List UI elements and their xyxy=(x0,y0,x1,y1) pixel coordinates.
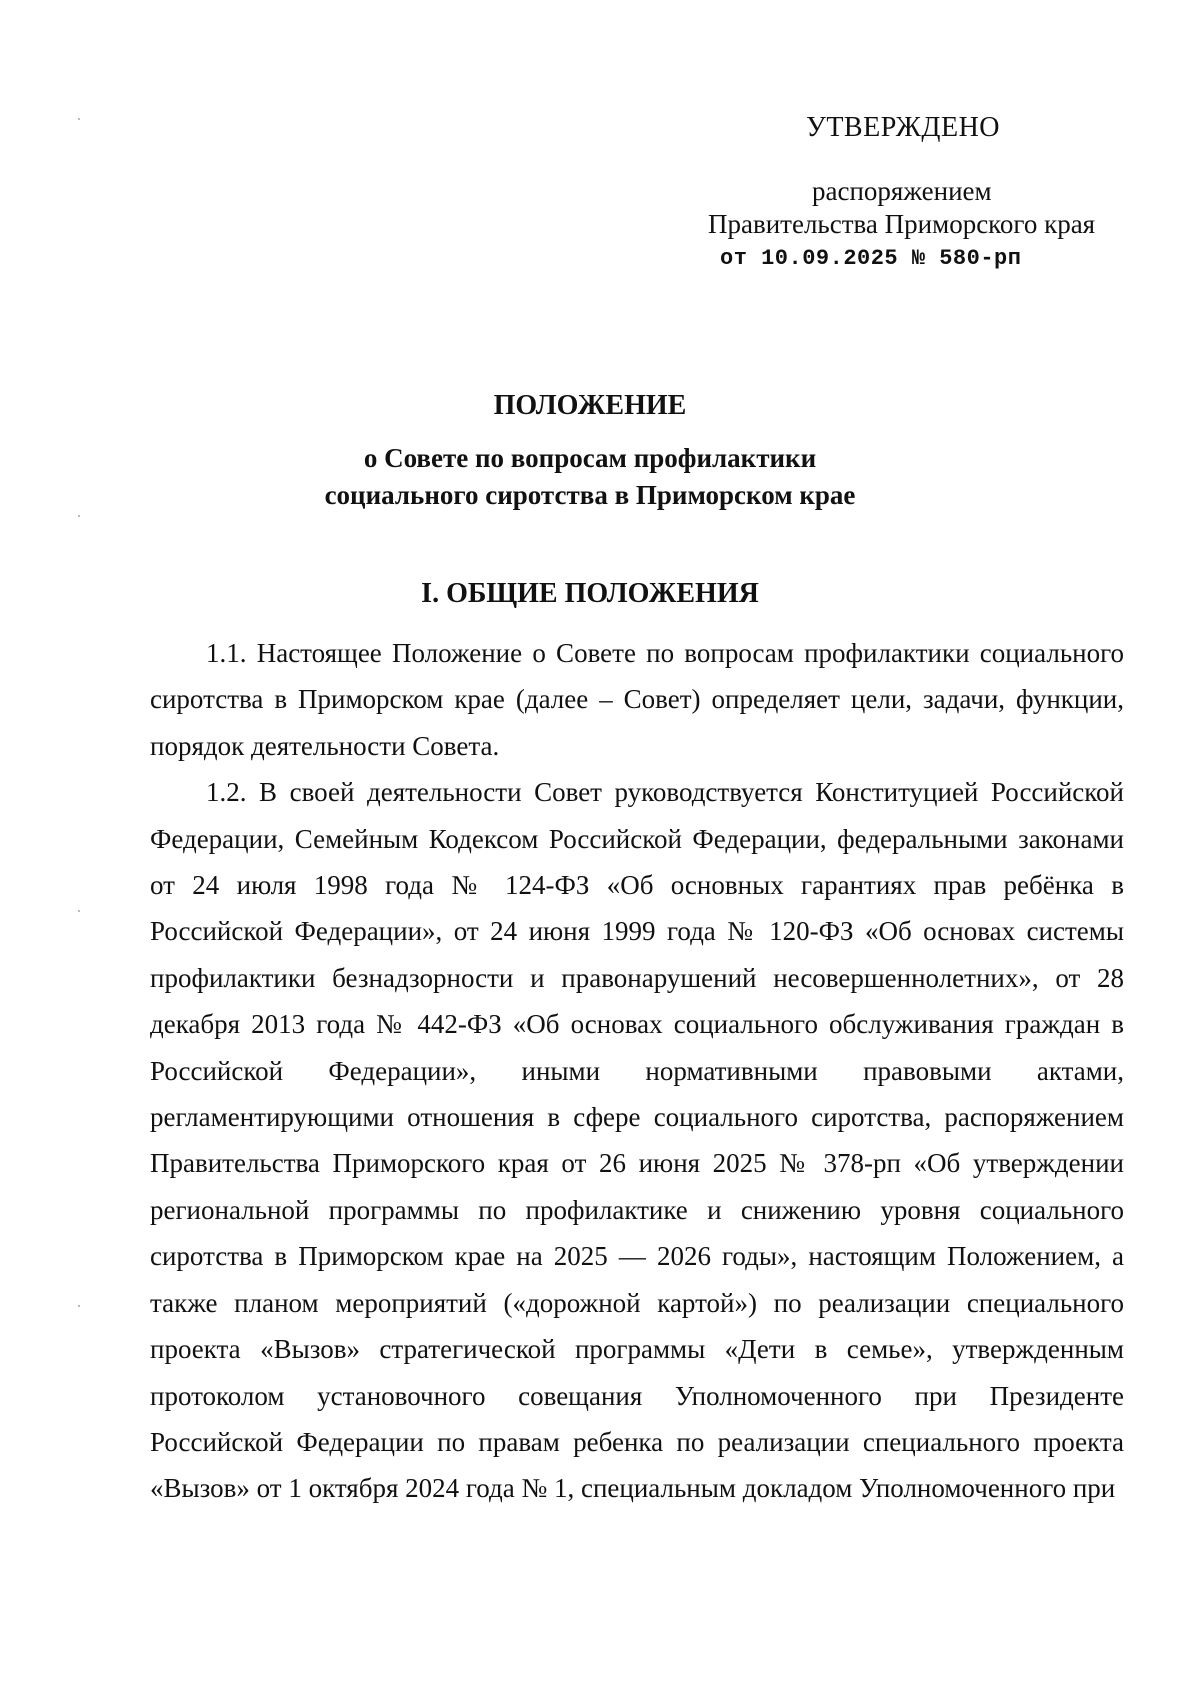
paragraph-1-1: 1.1. Настоящее Положение о Совете по вопросам профилактики социального сиротства в Приморском крае (далее – Совет) определяет цели, задачи, функции, порядок деятельности Совета. xyxy=(150,638,1124,761)
document-subtitle-line-1: о Совете по вопросам профилактики xyxy=(363,443,817,473)
document-subtitle-line-2: социального сиротства в Приморском крае xyxy=(324,480,856,510)
document-subtitle xyxy=(0,440,1180,514)
scan-speck xyxy=(78,118,80,120)
document-body xyxy=(150,630,1124,1512)
scan-speck xyxy=(78,515,80,517)
approved-heading: УТВЕРЖДЕНО xyxy=(806,112,1001,143)
scan-speck xyxy=(78,910,80,912)
approval-date-number-stamp: от 10.09.2025 № 580-рп xyxy=(720,246,1022,271)
section-heading: I. ОБЩИЕ ПОЛОЖЕНИЯ xyxy=(421,578,759,609)
scan-speck xyxy=(78,1305,80,1307)
approval-order-label: распоряжением xyxy=(812,176,992,206)
approval-authority: Правительства Приморского края xyxy=(708,209,1096,239)
document-title: ПОЛОЖЕНИЕ xyxy=(493,390,687,421)
paragraph-1-2: 1.2. В своей деятельности Совет руководствуется Конституцией Российской Федерации, Семейным Кодексом Российской Федерации, федеральными законами от 24 июля 1998 года № 124-ФЗ «Об основных гарантиях прав ребёнка в Российской Федерации», от 24 июня 1999 года № 120-ФЗ «Об основах системы профилактики безнадзорности и правонарушений несовершеннолетних», от 28 декабря 2013 года № 442-ФЗ «Об основах социального обслуживания граждан в Российской Федерации», иными нормативными правовыми актами, регламентирующими отношения в сфере социального сиротства, распоряжением Правительства Приморского края от 26 июня 2025 № 378-рп «Об утверждении региональной программы по профилактике и снижению уровня социального сиротства в Приморском крае на 2025 — 2026 годы», настоящим Положением, а также планом мероприятий («дорожной картой») по реализации специального проекта «Вызов» стратегической программы «Дети в семье», утвержденным протоколом установочного совещания Уполномоченного при Президенте Российской Федерации по правам ребенка по реализации специального проекта «Вызов» от 1 октября 2024 года № 1, специальным докладом Уполномоченного при xyxy=(150,777,1124,1504)
